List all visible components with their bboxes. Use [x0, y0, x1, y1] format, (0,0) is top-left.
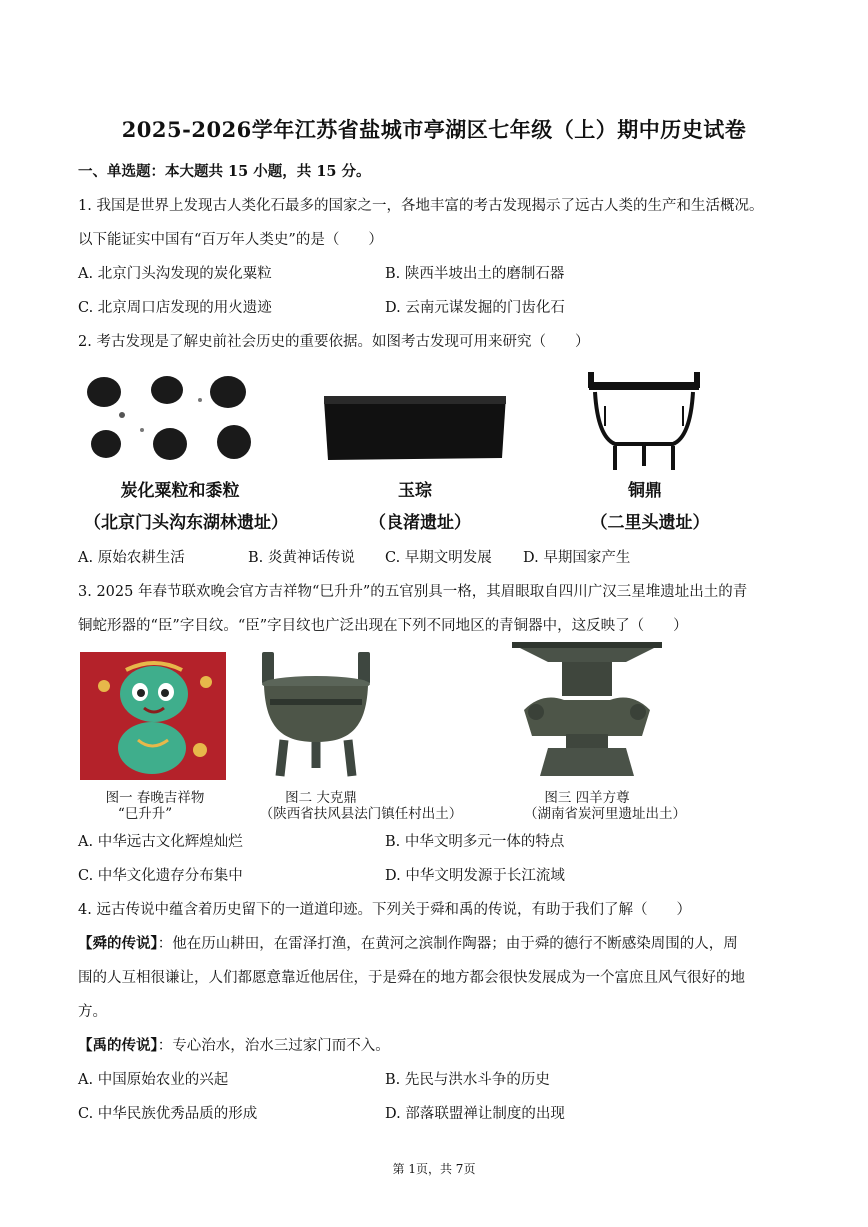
q2-fig3-label: 铜鼎	[628, 481, 662, 501]
q3-option-c[interactable]: C. 中华文化遗存分布集中	[78, 868, 243, 884]
four-goat-zun-image	[508, 640, 666, 778]
q1-option-b[interactable]: B. 陕西半坡出土的磨制石器	[385, 266, 565, 282]
bronze-ding-image	[585, 366, 703, 474]
carbonized-grains-image	[82, 370, 264, 470]
q4-shun-tag: 【舜的传说】	[78, 935, 158, 952]
q3-fig1-caption2: “巳升升”	[117, 806, 173, 822]
q2-option-c[interactable]: C. 早期文明发展	[385, 550, 492, 566]
q4-yu-tag: 【禹的传说】	[78, 1037, 158, 1054]
q4-option-d[interactable]: D. 部落联盟禅让制度的出现	[385, 1106, 565, 1122]
q3-fig2-caption2: （陕西省扶风县法门镇任村出土）	[259, 806, 463, 822]
q2-fig1-label: 炭化粟粒和黍粒	[120, 481, 240, 501]
page-title: 2025-2026学年江苏省盐城市亭湖区七年级（上）期中历史试卷	[121, 117, 747, 142]
q1-option-c[interactable]: C. 北京周口店发现的用火遗迹	[78, 300, 272, 316]
q4-option-b[interactable]: B. 先民与洪水斗争的历史	[385, 1072, 550, 1088]
q2-fig2-label: 玉琮	[398, 481, 432, 501]
q2-fig2-site: （良渚遗址）	[369, 513, 471, 533]
q2-fig1-site: （北京门头沟东湖林遗址）	[84, 513, 288, 533]
q4-yu-line	[78, 1034, 390, 1055]
q4-option-a[interactable]: A. 中国原始农业的兴起	[78, 1072, 229, 1088]
q4-yu-text: ：专心治水，治水三过家门而不入。	[157, 1038, 390, 1054]
jade-cong-image	[320, 392, 510, 464]
q3-fig2-caption1: 图二 大克鼎	[285, 790, 357, 806]
q1-stem-line2: 以下能证实中国有“百万年人类史”的是（ ）	[78, 232, 383, 248]
q4-shun-line1	[78, 932, 738, 953]
q2-fig3-site: （二里头遗址）	[590, 513, 710, 533]
mascot-image	[80, 652, 226, 780]
q2-stem: 2. 考古发现是了解史前社会历史的重要依据。如图考古发现可用来研究（ ）	[78, 334, 590, 350]
page-footer: 第 1页，共 7页	[392, 1162, 476, 1176]
q1-stem-line1: 1. 我国是世界上发现古人类化石最多的国家之一，各地丰富的考古发现揭示了远古人类的生产和生活概况。	[78, 198, 764, 214]
q2-option-d[interactable]: D. 早期国家产生	[523, 550, 631, 566]
da-ke-ding-image	[258, 650, 374, 778]
q4-shun-line2: 围的人互相很谦让，人们都愿意靠近他居住，于是舜在的地方都会很快发展成为一个富庶且风气很好的地	[78, 970, 745, 986]
q4-shun-line3: 方。	[78, 1004, 107, 1020]
q3-option-d[interactable]: D. 中华文明发源于长江流域	[385, 868, 565, 884]
section-heading: 一、单选题：本大题共 15 小题，共 15 分。	[78, 163, 371, 180]
q3-fig1-caption1: 图一 春晚吉祥物	[105, 790, 205, 806]
q2-option-b[interactable]: B. 炎黄神话传说	[248, 550, 355, 566]
q3-stem-line2: 铜蛇形器的“臣”字目纹。“臣”字目纹也广泛出现在下列不同地区的青铜器中，这反映了（ ）	[78, 618, 688, 634]
q2-option-a[interactable]: A. 原始农耕生活	[78, 550, 185, 566]
q3-option-a[interactable]: A. 中华远古文化辉煌灿烂	[78, 834, 243, 850]
q3-option-b[interactable]: B. 中华文明多元一体的特点	[385, 834, 565, 850]
q4-stem: 4. 远古传说中蕴含着历史留下的一道道印迹。下列关于舜和禹的传说，有助于我们了解（ ）	[78, 902, 691, 918]
q4-option-c[interactable]: C. 中华民族优秀品质的形成	[78, 1106, 258, 1122]
q1-option-a[interactable]: A. 北京门头沟发现的炭化粟粒	[78, 266, 272, 282]
q1-option-d[interactable]: D. 云南元谋发掘的门齿化石	[385, 300, 565, 316]
q3-fig3-caption2: （湖南省炭河里遗址出土）	[524, 806, 686, 822]
q3-fig3-caption1: 图三 四羊方尊	[544, 790, 630, 806]
q4-shun-text1: ：他在历山耕田，在雷泽打渔，在黄河之滨制作陶器；由于舜的德行不断感染周围的人，周	[157, 936, 738, 952]
q3-stem-line1: 3. 2025 年春节联欢晚会官方吉祥物“巳升升”的五官别具一格，其眉眼取自四川广汉三星堆遗址出土的青	[78, 584, 748, 600]
